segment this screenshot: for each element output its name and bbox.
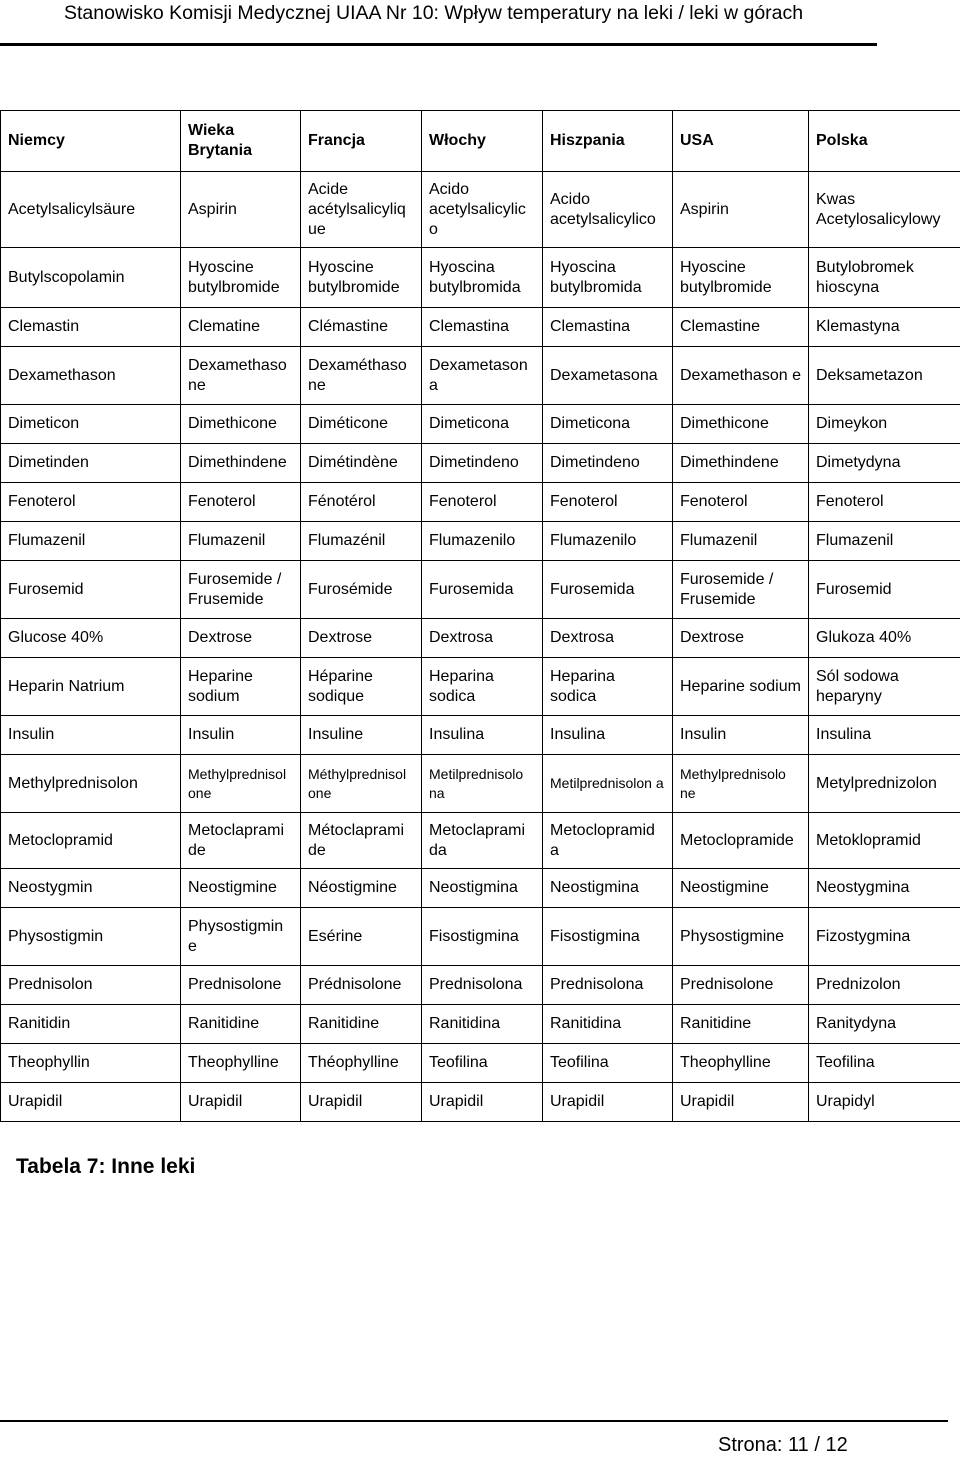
table-cell: Diméticone: [301, 405, 422, 444]
table-cell: Heparin Natrium: [1, 658, 181, 716]
table-cell: Physostigmine: [673, 908, 809, 966]
table-cell: Fenoterol: [543, 483, 673, 522]
table-cell: Fenoterol: [673, 483, 809, 522]
table-cell: Fizostygmina: [809, 908, 960, 966]
table-cell: Urapidil: [301, 1083, 422, 1122]
table-cell: Dexamethason: [1, 347, 181, 405]
table-cell: Insulin: [1, 716, 181, 755]
table-cell: Urapidil: [543, 1083, 673, 1122]
table-row: [1, 483, 960, 522]
table-cell: Flumazenilo: [422, 522, 543, 561]
table-cell: Fenoterol: [181, 483, 301, 522]
table-cell: Flumazenil: [673, 522, 809, 561]
table-cell: Dimeykon: [809, 405, 960, 444]
table-cell: Fisostigmina: [543, 908, 673, 966]
table-cell: Flumazenilo: [543, 522, 673, 561]
table-cell: Métoclaprami de: [301, 813, 422, 869]
table-row: [1, 405, 960, 444]
table-cell: Metylprednizolon: [809, 755, 960, 813]
table-row: [1, 1005, 960, 1044]
table-cell: Neostigmina: [543, 869, 673, 908]
table-cell: Dimetindeno: [422, 444, 543, 483]
table-cell: Furosémide: [301, 561, 422, 619]
table-cell: Aspirin: [181, 172, 301, 248]
table-cell: Clémastine: [301, 308, 422, 347]
table-cell: Furosemide / Frusemide: [181, 561, 301, 619]
footer-rule: [0, 1420, 948, 1422]
table-cell: Kwas Acetylosalicylowy: [809, 172, 960, 248]
table-cell: Heparine sodium: [673, 658, 809, 716]
table-cell: Ranitidina: [543, 1005, 673, 1044]
table-cell: Insuline: [301, 716, 422, 755]
table-cell: Dimethindene: [673, 444, 809, 483]
table-cell: Fisostigmina: [422, 908, 543, 966]
table-cell: Ranitydyna: [809, 1005, 960, 1044]
table-row: [1, 308, 960, 347]
table-cell: Prednisolone: [673, 966, 809, 1005]
table-cell: Dimeticon: [1, 405, 181, 444]
table-cell: Metoclopramid: [1, 813, 181, 869]
table-cell: Hyoscine butylbromide: [673, 248, 809, 308]
table-cell: Theophyllin: [1, 1044, 181, 1083]
table-cell: Hyoscine butylbromide: [181, 248, 301, 308]
page-number: Strona: 11 / 12: [718, 1433, 848, 1457]
table-cell: Insulina: [543, 716, 673, 755]
table-cell: Insulin: [181, 716, 301, 755]
table-cell: Metoclopramide: [673, 813, 809, 869]
table-cell: Dimethindene: [181, 444, 301, 483]
table-cell: Dimetinden: [1, 444, 181, 483]
table-cell: Insulin: [673, 716, 809, 755]
table-cell: Heparina sodica: [422, 658, 543, 716]
table-cell: Clemastina: [422, 308, 543, 347]
table-cell: Fenoterol: [809, 483, 960, 522]
table-cell: Dextrose: [673, 619, 809, 658]
table-cell: Butylscopolamin: [1, 248, 181, 308]
table-cell: Dexaméthaso ne: [301, 347, 422, 405]
table-cell: Neostygmina: [809, 869, 960, 908]
table-cell: Hyoscine butylbromide: [301, 248, 422, 308]
table-cell: Physostigmin: [1, 908, 181, 966]
table-cell: Acide acétylsalicyliq ue: [301, 172, 422, 248]
table-caption: Tabela 7: Inne leki: [16, 1153, 195, 1181]
table-cell: Ranitidina: [422, 1005, 543, 1044]
table-cell: Furosemid: [809, 561, 960, 619]
table-cell: Clemastine: [673, 308, 809, 347]
table-row: [1, 813, 960, 869]
drug-names-table: [0, 110, 960, 1122]
table-cell: Dimeticona: [543, 405, 673, 444]
table-cell: Heparina sodica: [543, 658, 673, 716]
table-cell: Neostigmine: [181, 869, 301, 908]
table-cell: Dexamethaso ne: [181, 347, 301, 405]
table-cell: Ranitidine: [301, 1005, 422, 1044]
table-cell: Methylprednisol one: [181, 755, 301, 813]
table-cell: Urapidil: [1, 1083, 181, 1122]
table-body: [1, 172, 960, 1122]
table-cell: Metoclaprami da: [422, 813, 543, 869]
table-cell: Acetylsalicylsäure: [1, 172, 181, 248]
table-row: [1, 347, 960, 405]
table-cell: Metoclopramid a: [543, 813, 673, 869]
table-cell: Dextrose: [181, 619, 301, 658]
table-row: [1, 172, 960, 248]
table-cell: Neostigmine: [673, 869, 809, 908]
table-row: [1, 966, 960, 1005]
table-cell: Hyoscina butylbromida: [543, 248, 673, 308]
table-cell: Neostygmin: [1, 869, 181, 908]
table-cell: Clemastin: [1, 308, 181, 347]
table-cell: Glukoza 40%: [809, 619, 960, 658]
table-cell: Ranitidine: [181, 1005, 301, 1044]
table-cell: Metoclaprami de: [181, 813, 301, 869]
column-header: Niemcy: [1, 111, 181, 172]
table-cell: Néostigmine: [301, 869, 422, 908]
table-cell: Flumazenil: [1, 522, 181, 561]
table-row: [1, 716, 960, 755]
table-cell: Aspirin: [673, 172, 809, 248]
table-row: [1, 248, 960, 308]
table-cell: Prednisolona: [543, 966, 673, 1005]
header-rule: [0, 43, 877, 46]
table-cell: Ranitidin: [1, 1005, 181, 1044]
table-cell: Prédnisolone: [301, 966, 422, 1005]
table-row: [1, 658, 960, 716]
table-row: [1, 908, 960, 966]
column-header: Wieka Brytania: [181, 111, 301, 172]
table-cell: Dexametason a: [422, 347, 543, 405]
table-cell: Dextrosa: [543, 619, 673, 658]
table-cell: Sól sodowa heparyny: [809, 658, 960, 716]
table-cell: Urapidil: [673, 1083, 809, 1122]
table-cell: Furosemida: [422, 561, 543, 619]
table-cell: Théophylline: [301, 1044, 422, 1083]
table-row: [1, 522, 960, 561]
table-cell: Neostigmina: [422, 869, 543, 908]
table-cell: Dextrose: [301, 619, 422, 658]
table-cell: Metilprednisolo na: [422, 755, 543, 813]
table-cell: Dimethicone: [673, 405, 809, 444]
table-cell: Dexametasona: [543, 347, 673, 405]
table-cell: Dimeticona: [422, 405, 543, 444]
table-cell: Flumazenil: [809, 522, 960, 561]
table-cell: Teofilina: [543, 1044, 673, 1083]
table-cell: Insulina: [809, 716, 960, 755]
table-cell: Teofilina: [422, 1044, 543, 1083]
table-cell: Theophylline: [181, 1044, 301, 1083]
column-header: Hiszpania: [543, 111, 673, 172]
page-header-title: Stanowisko Komisji Medycznej UIAA Nr 10: Wpływ temperatury na leki / leki w górach: [64, 0, 944, 44]
table-cell: Methylprednisolo ne: [673, 755, 809, 813]
table-cell: Flumazénil: [301, 522, 422, 561]
table-cell: Deksametazon: [809, 347, 960, 405]
table-cell: Urapidil: [422, 1083, 543, 1122]
table-cell: Acido acetylsalicylic o: [422, 172, 543, 248]
table-cell: Clematine: [181, 308, 301, 347]
table-cell: Prednisolone: [181, 966, 301, 1005]
table-cell: Methylprednisolon: [1, 755, 181, 813]
table-cell: Clemastina: [543, 308, 673, 347]
table-cell: Furosemide / Frusemide: [673, 561, 809, 619]
table-cell: Metilprednisolon a: [543, 755, 673, 813]
table-cell: Klemastyna: [809, 308, 960, 347]
table-cell: Hyoscina butylbromida: [422, 248, 543, 308]
table-cell: Dexamethason e: [673, 347, 809, 405]
column-header: Francja: [301, 111, 422, 172]
table-cell: Méthylprednisol one: [301, 755, 422, 813]
table-cell: Furosemida: [543, 561, 673, 619]
table-cell: Prednizolon: [809, 966, 960, 1005]
table-row: [1, 444, 960, 483]
table-cell: Urapidyl: [809, 1083, 960, 1122]
table-cell: Héparine sodique: [301, 658, 422, 716]
table-cell: Butylobromek hioscyna: [809, 248, 960, 308]
table-cell: Dimétindène: [301, 444, 422, 483]
table-row: [1, 1083, 960, 1122]
table-cell: Teofilina: [809, 1044, 960, 1083]
table-cell: Prednisolon: [1, 966, 181, 1005]
table-cell: Furosemid: [1, 561, 181, 619]
table-cell: Fenoterol: [1, 483, 181, 522]
table-header-row: [1, 111, 960, 172]
table-cell: Heparine sodium: [181, 658, 301, 716]
table-cell: Prednisolona: [422, 966, 543, 1005]
table-cell: Flumazenil: [181, 522, 301, 561]
table-row: [1, 561, 960, 619]
table-cell: Ranitidine: [673, 1005, 809, 1044]
column-header: Włochy: [422, 111, 543, 172]
table-cell: Dimetydyna: [809, 444, 960, 483]
table-cell: Fenoterol: [422, 483, 543, 522]
table-cell: Physostigmin e: [181, 908, 301, 966]
table-cell: Fénotérol: [301, 483, 422, 522]
table-cell: Dimethicone: [181, 405, 301, 444]
table-cell: Acido acetylsalicylico: [543, 172, 673, 248]
table-row: [1, 755, 960, 813]
table-cell: Esérine: [301, 908, 422, 966]
table-cell: Metoklopramid: [809, 813, 960, 869]
table-cell: Dextrosa: [422, 619, 543, 658]
table-cell: Urapidil: [181, 1083, 301, 1122]
column-header: USA: [673, 111, 809, 172]
table-row: [1, 1044, 960, 1083]
table-row: [1, 869, 960, 908]
table-cell: Theophylline: [673, 1044, 809, 1083]
table-cell: Dimetindeno: [543, 444, 673, 483]
table-cell: Insulina: [422, 716, 543, 755]
table-cell: Glucose 40%: [1, 619, 181, 658]
column-header: Polska: [809, 111, 960, 172]
table-row: [1, 619, 960, 658]
